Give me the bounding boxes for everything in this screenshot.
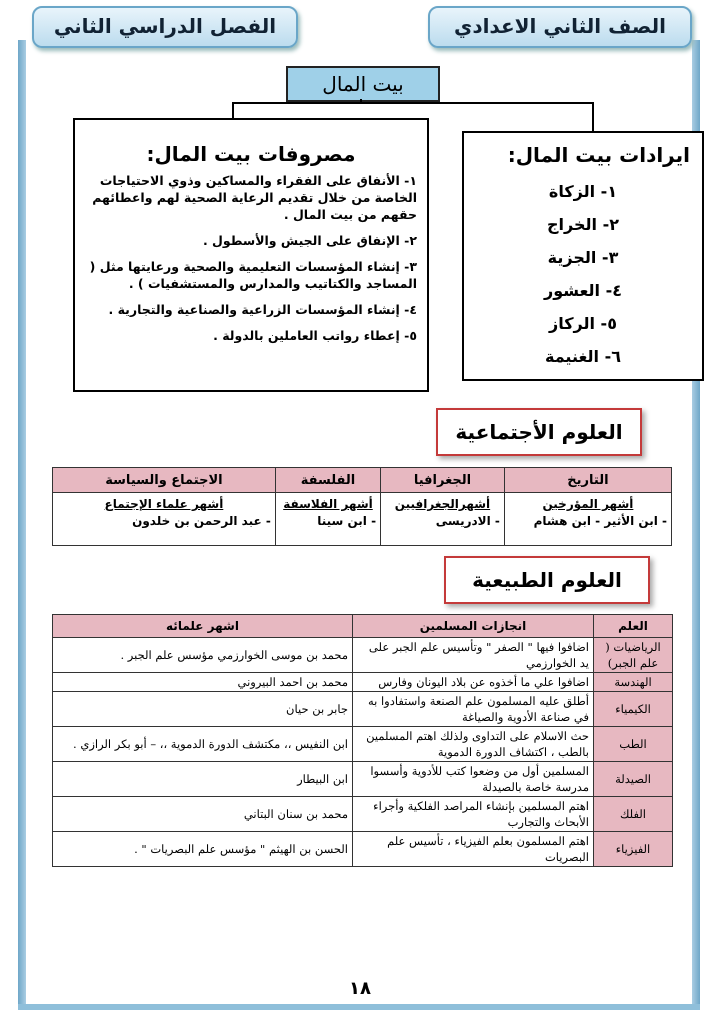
achievement-cell: المسلمين أول من وضعوا كتب للأدوية وأسسوا مدرسة خاصة بالصيدلة [353,762,594,797]
page-border-bottom [18,1004,700,1010]
field-cell: الفلك [594,797,673,832]
connector-right-drop [592,102,594,132]
column-header: انجازات المسلمين [353,615,594,638]
revenues-list [464,175,702,373]
connector-left-drop [232,102,234,119]
cell-subheading: أشهر المؤرخين [542,497,634,511]
page-border-left [18,40,26,1010]
social-sciences-title: العلوم الأجتماعية [436,408,642,456]
achievement-cell: اضافوا فيها " الصفر " وتأسيس علم الجبر على يد الخوارزمي [353,638,594,673]
field-cell: الهندسة [594,673,673,692]
achievement-cell: أطلق عليه المسلمون علم الصنعة واستفادوا به في صناعة الأدوية والصياغة [353,692,594,727]
table-row [53,638,673,673]
list-item: ٣- إنشاء المؤسسات التعليمية والصحية ورعايتها مثل ( المساجد والكتاتيب والمدارس والمستشفيات ) . [89,259,417,291]
table-cell [275,493,380,546]
field-cell: الصيدلة [594,762,673,797]
list-item: ٣- الجزية [547,248,619,267]
table-row [53,762,673,797]
scientists-cell: ابن النفيس ،، مكتشف الدورة الدموية ،، – أبو بكر الرازي . [53,727,353,762]
natural-sciences-title: العلوم الطبيعية [444,556,650,604]
achievement-cell: اهتم المسلمين بإنشاء المراصد الفلكية وأجراء الأبحاث والتجارب [353,797,594,832]
column-header: الاجتماع والسياسة [53,468,276,493]
table-row [53,692,673,727]
list-item: ٢- الإنفاق على الجيش والأسطول . [202,233,417,248]
achievement-cell: اضافوا علي ما أخذوه عن بلاد اليونان وفارس [353,673,594,692]
field-cell: الفيزياء [594,832,673,867]
column-header: العلم [594,615,673,638]
cell-names: - ابن الأثير - ابن هشام [533,514,667,528]
expenses-box [73,118,429,392]
column-header: الجغرافيا [381,468,505,493]
field-cell: الطب [594,727,673,762]
connector-horizontal [232,102,594,104]
table-cell [381,493,505,546]
table-cell [53,493,276,546]
scientists-cell: محمد بن احمد البيروني [53,673,353,692]
expenses-list [81,172,417,344]
scientists-cell: الحسن بن الهيثم " مؤسس علم البصريات " . [53,832,353,867]
treasury-title: بيت المال [286,66,440,102]
revenues-heading: ايرادات بيت المال: [507,143,690,167]
scientists-cell: محمد بن موسى الخوارزمي مؤسس علم الجبر . [53,638,353,673]
table-cell [504,493,671,546]
scientists-cell: ابن البيطار [53,762,353,797]
page-number: ١٨ [349,978,371,999]
table-row [53,673,673,692]
list-item: ٤- إنشاء المؤسسات الزراعية والصناعية والتجارية . [108,302,417,317]
field-cell: الرياضيات ( علم الجبر) [594,638,673,673]
achievement-cell: حث الاسلام على التداوى ولذلك اهتم المسلمين بالطب ، اكتشاف الدورة الدموية [353,727,594,762]
scientists-cell: جابر بن حيان [53,692,353,727]
term-header: الفصل الدراسي الثاني [32,6,298,48]
list-item: ١- الأنفاق على الفقراء والمساكين وذوي الاحتياجات الخاصة من خلال تقديم الرعاية الصحية لهم واعطائهم حقهم من بيت المال . [92,173,417,222]
column-header: الفلسفة [275,468,380,493]
social-sciences-table [52,467,672,546]
field-cell: الكيمياء [594,692,673,727]
table-header-row [53,615,673,638]
table-row [53,832,673,867]
column-header: اشهر علمائه [53,615,353,638]
list-item: ٤- العشور [543,281,623,300]
table-header-row [53,468,672,493]
grade-header: الصف الثاني الاعدادي [428,6,692,48]
cell-names: - عبد الرحمن بن خلدون [132,514,271,528]
list-item: ٦- الغنيمة [545,347,621,366]
expenses-heading: مصروفات بيت المال: [146,142,356,166]
cell-subheading: أشهر علماء الإجتماع [104,497,224,511]
scientists-cell: محمد بن سنان البتاني [53,797,353,832]
achievement-cell: اهتم المسلمون بعلم الفيزياء ، تأسيس علم البصريات [353,832,594,867]
list-item: ٥- إعطاء رواتب العاملين بالدولة . [213,328,417,343]
table-row [53,727,673,762]
table-row [53,493,672,546]
column-header: التاريخ [504,468,671,493]
cell-subheading: أشهرالجغرافيين [394,497,491,511]
cell-names: - ابن سينا [317,514,377,528]
cell-names: - الادريسى [435,514,500,528]
revenues-box [462,131,704,381]
list-item: ٢- الخراج [547,215,619,234]
list-item: ٥- الركاز [549,314,617,333]
list-item: ١- الزكاة [548,182,618,201]
natural-sciences-table [52,614,673,867]
cell-subheading: أشهر الفلاسفة [283,497,373,511]
table-row [53,797,673,832]
